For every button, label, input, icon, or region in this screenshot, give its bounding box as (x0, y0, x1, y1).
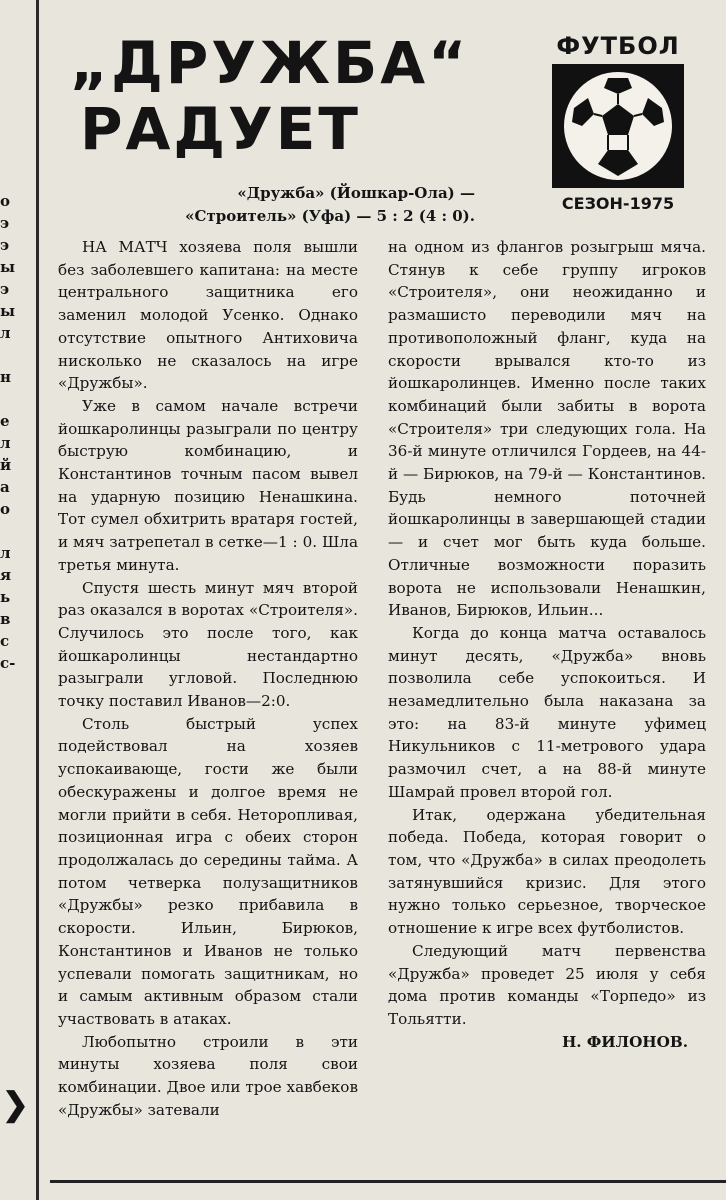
fragment-char (0, 520, 32, 542)
headline-line-2: РАДУЕТ (80, 95, 361, 163)
fragment-char: с (0, 632, 10, 650)
logo-title: ФУТБОЛ (556, 32, 680, 60)
paragraph: Спустя шесть минут мяч второй раз оказался в воротах «Строителя». Случилось это после того, как йошкаролинцы нестандартно разыграли угловой. Последнюю точку поставил Иванов—2:0. (58, 578, 358, 711)
fragment-char: а (0, 478, 10, 496)
fragment-char: э (0, 214, 10, 232)
score-line-2: «Строитель» (Уфа) — 5 : 2 (4 : 0). (185, 207, 475, 225)
article-column-2 (388, 236, 706, 1053)
score-line-1: «Дружба» (Йошкар-Ола) — (237, 184, 475, 202)
adjacent-column-fragment (0, 190, 32, 674)
fragment-char: ь (0, 588, 11, 606)
fragment-char: й (0, 456, 12, 474)
paragraph: Когда до конца матча оставалось минут десять, «Дружба» вновь позволила себе успокоиться. И незамедлительно была наказана за это: на 83-й минуте уфимец Никульников с 11-метрового удара размочил счет, а на 88-й минуте Шамрай провел второй гол. (388, 623, 706, 801)
fragment-char: о (0, 500, 11, 518)
paragraph: Итак, одержана убедительная победа. Победа, которая говорит о том, что «Дружба» в силах преодолеть затянувшийся кризис. Для этого нужно только серьезное, творческое отношение к игре всех футболистов. (388, 805, 706, 938)
bottom-divider (50, 1180, 726, 1183)
fragment-char: э (0, 280, 10, 298)
fragment-char: о (0, 192, 11, 210)
fragment-char: с- (0, 654, 16, 672)
paragraph: Столь быстрый успех подействовал на хозяев успокаивающе, гости же были обескуражены и долгое время не могли прийти в себя. Неторопливая, позиционная игра с обеих сторон продолжалась до середины тайма. А потом четверка полузащитников «Дружбы» резко прибавила в скорости. Ильин, Бирюков, Константинов и Иванов не только успевали помогать защитникам, но и самым активным образом стали участвовать в атаках. (58, 714, 358, 1028)
fragment-char: е (0, 412, 10, 430)
article-column-1 (58, 236, 358, 1121)
fragment-char: ы (0, 258, 16, 276)
logo-season: СЕЗОН-1975 (561, 194, 675, 213)
fragment-char: н (0, 368, 11, 386)
paragraph: Любопытно строили в эти минуты хозяева поля свои комбинации. Двое или трое хавбеков «Дружбы» затевали (58, 1032, 358, 1119)
fragment-char: л (0, 434, 11, 452)
fragment-char: я (0, 566, 12, 584)
football-season-logo (548, 32, 688, 222)
match-score (75, 182, 475, 228)
soccer-ball-icon (552, 64, 684, 188)
paragraph: на одном из флангов розыгрыш мяча. Стянув к себе группу игроков «Строителя», они неожиданно и размашисто переводили мяч на противоположный фланг, куда на скорости врывался кто-то из йошкаролинцев. Именно после таких комбинаций были забиты в ворота «Строителя» три следующих гола. На 36-й минуте отличился Гордеев, на 44-й — Бирюков, на 79-й — Константинов. Будь немного поточней йошкаролинцы в завершающей стадии — и счет мог быть куда больше. Отличные возможности поразить ворота не использовали Ненашкин, Иванов, Бирюков, Ильин... (388, 238, 706, 620)
paragraph: Уже в самом начале встречи йошкаролинцы разыграли по центру быструю комбинацию, и Константинов точным пасом вывел на ударную позицию Ненашкина. Тот сумел обхитрить вратаря гостей, и мяч затрепетал в сетке—1 : 0. Шла третья минута. (58, 396, 358, 574)
column-divider-left (36, 0, 39, 1200)
arrow-fragment-icon: ❯ (2, 1085, 29, 1123)
fragment-char (0, 388, 32, 410)
fragment-char: в (0, 610, 11, 628)
paragraph: Следующий матч первенства «Дружба» проведет 25 июля у себя дома против команды «Торпедо» из Тольятти. (388, 941, 706, 1028)
fragment-char (0, 344, 32, 366)
author-signature: Н. ФИЛОНОВ. (561, 1032, 688, 1051)
fragment-char: л (0, 324, 11, 342)
fragment-char: э (0, 236, 10, 254)
fragment-char: ы (0, 302, 16, 320)
headline-line-1: „ДРУЖБА“ (70, 29, 470, 97)
fragment-char: л (0, 544, 11, 562)
headline (70, 30, 490, 162)
paragraph: НА МАТЧ хозяева поля вышли без заболевшего капитана: на месте центрального защитника его заменил молодой Усенко. Однако отсутствие опытного Антиховича нисколько не сказалось на игре «Дружбы». (58, 238, 358, 393)
